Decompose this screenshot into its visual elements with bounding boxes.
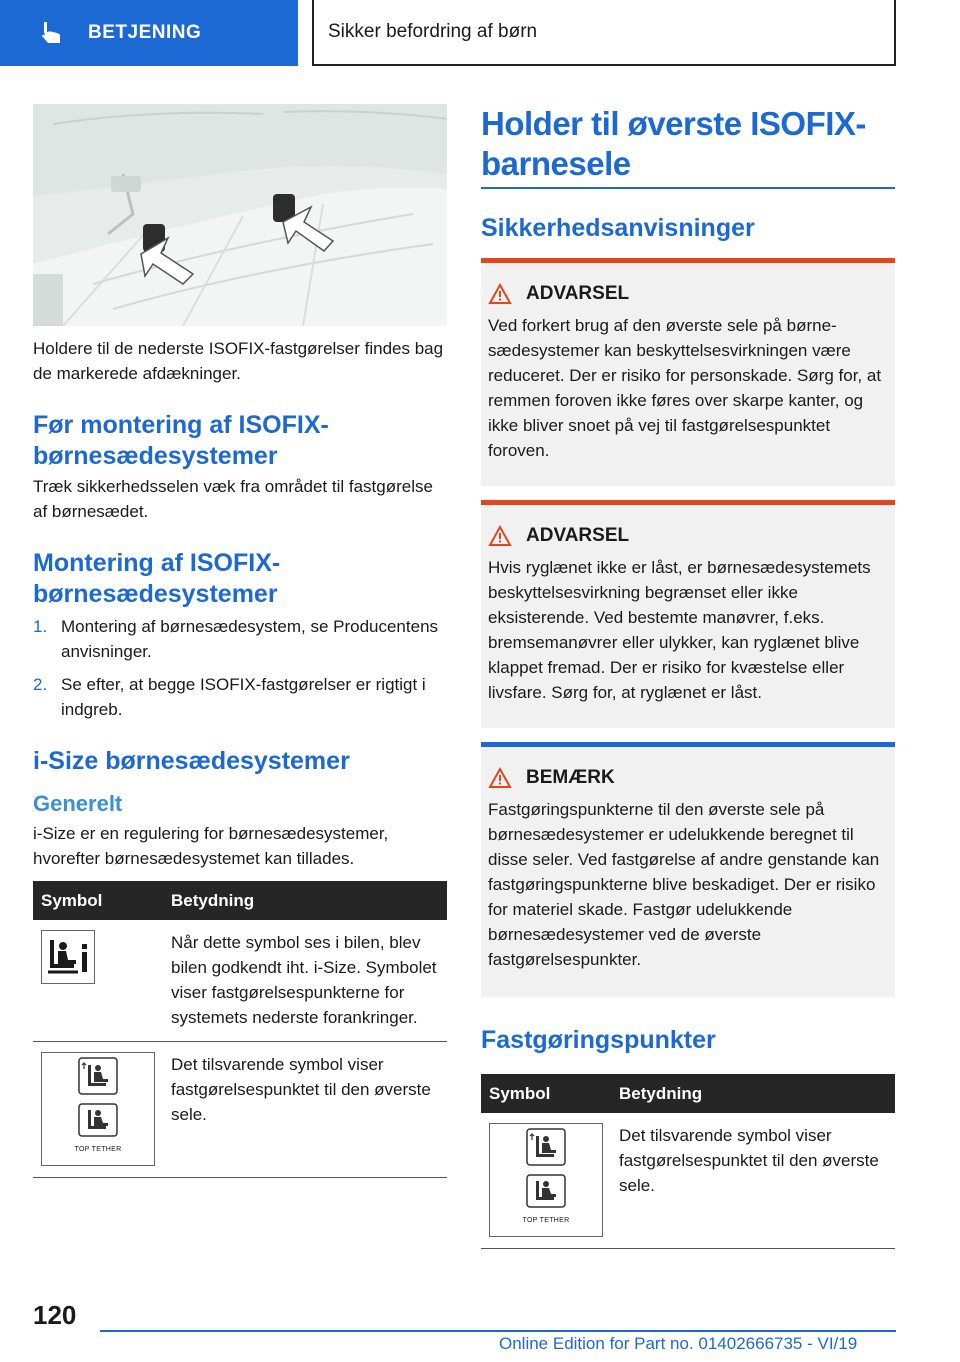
column-header-meaning: Betydning bbox=[163, 881, 447, 920]
safety-heading: Sikkerhedsanvisninger bbox=[481, 214, 755, 242]
isofix-seat-photo bbox=[33, 104, 447, 326]
table-row bbox=[33, 1042, 447, 1178]
column-header-symbol: Symbol bbox=[481, 1074, 611, 1113]
photo-caption: Holdere til de nederste ISOFIX-fastgørelser findes bag de markerede afdækninger. bbox=[33, 339, 444, 383]
edition-text: Online Edition for Part no. 01402666735 - VI/19 bbox=[499, 1334, 858, 1353]
table-row bbox=[481, 1113, 895, 1249]
warning-text: Hvis ryglænet ikke er låst, er børnesædesystemets beskyttelsesvirkning begrænset eller ikke eksisterende. Ved bestemte manøvrer, f.eks. bremsemanøvrer eller ulykker, kan ryglænet blive klappet fremad. Der er risiko for kvæstelse eller livsfare. Sørg for, at ryglænet er låst. bbox=[488, 558, 871, 702]
symbol-cell bbox=[33, 1042, 163, 1178]
warning-text: Ved forkert brug af den øverste sele på børnesædesystemer kan beskyttelsesvirkningen være reduceret. Der er risiko for personskade. Sørg for, at remmen foroven ikke føres over skarpe kanter, og ikke bliver snoet på vej til fastgørelsespunktet foroven. bbox=[488, 316, 882, 460]
page-number: 120 bbox=[33, 1300, 77, 1330]
right-column bbox=[481, 104, 895, 1249]
isize-heading: i-Size børnesædesystemer bbox=[33, 747, 350, 775]
mounting-steps bbox=[33, 614, 447, 722]
general-text: i-Size er en regulering for børnesædesystemer, hvorefter børnesædesystemet kan tillades. bbox=[33, 824, 389, 868]
section-label: BETJENING bbox=[88, 22, 202, 43]
mounting-heading: Montering af ISOFIX-børnesædesystemer bbox=[33, 549, 281, 608]
column-header-meaning: Betydning bbox=[611, 1074, 895, 1113]
warning-box bbox=[481, 500, 895, 728]
fastening-points-heading: Fastgøringspunkter bbox=[481, 1026, 716, 1054]
title-divider bbox=[481, 187, 895, 189]
notice-title: BEMÆRK bbox=[526, 767, 615, 788]
warning-heading bbox=[481, 263, 895, 305]
pointing-hand-icon bbox=[38, 19, 66, 47]
warning-heading bbox=[481, 505, 895, 547]
table-header-row bbox=[481, 1074, 895, 1113]
column-header-symbol: Symbol bbox=[33, 881, 163, 920]
chapter-title: Sikker befordring af børn bbox=[312, 0, 896, 66]
step-text: Montering af børnesædesystem, se Producentens anvisninger. bbox=[61, 617, 439, 661]
top-tether-icon bbox=[489, 1123, 603, 1237]
warning-triangle-icon bbox=[488, 525, 512, 547]
top-tether-label: TOP TETHER bbox=[522, 1216, 570, 1224]
top-tether-label: TOP TETHER bbox=[74, 1145, 122, 1153]
step-number: 2. bbox=[33, 675, 48, 694]
warning-title: ADVARSEL bbox=[526, 525, 630, 546]
child-seat-icon bbox=[526, 1128, 566, 1166]
list-item bbox=[33, 614, 447, 664]
page-header bbox=[0, 0, 960, 66]
top-tether-icon bbox=[41, 1052, 155, 1166]
before-mounting-heading: Før montering af ISOFIX-børnesædesystemer bbox=[33, 411, 329, 470]
warning-triangle-icon bbox=[488, 767, 512, 789]
table-row bbox=[33, 920, 447, 1042]
warning-triangle-icon bbox=[488, 283, 512, 305]
general-heading: Generelt bbox=[33, 791, 123, 816]
before-mounting-text: Træk sikkerhedsselen væk fra området til fastgørelse af børnesædet. bbox=[33, 477, 433, 521]
warning-title: ADVARSEL bbox=[526, 283, 630, 304]
list-item bbox=[33, 672, 447, 722]
warning-box bbox=[481, 258, 895, 486]
isize-child-seat-icon bbox=[41, 930, 95, 984]
footer-divider bbox=[100, 1330, 896, 1332]
child-seat-icon bbox=[78, 1103, 118, 1137]
meaning-cell: Når dette symbol ses i bilen, blev bilen godkendt iht. i-Size. Symbolet viser fastgørelsespunkterne for systemets nederste forankringer. bbox=[163, 920, 447, 1042]
child-seat-icon bbox=[78, 1057, 118, 1095]
symbol-cell bbox=[33, 920, 163, 1042]
child-seat-icon bbox=[526, 1174, 566, 1208]
table-header-row bbox=[33, 881, 447, 920]
symbol-cell bbox=[481, 1113, 611, 1249]
step-number: 1. bbox=[33, 617, 48, 636]
section-tab[interactable] bbox=[0, 0, 298, 66]
isize-symbol-table bbox=[33, 881, 447, 1178]
notice-box bbox=[481, 742, 895, 997]
page-title: Holder til øverste ISOFIX-barnesele bbox=[481, 105, 866, 182]
meaning-cell: Det tilsvarende symbol viser fastgørelsespunktet til den øverste sele. bbox=[611, 1113, 895, 1249]
fastening-symbol-table bbox=[481, 1074, 895, 1249]
meaning-cell: Det tilsvarende symbol viser fastgørelsespunktet til den øverste sele. bbox=[163, 1042, 447, 1178]
notice-text: Fastgøringspunkterne til den øverste sele på børnesædesystemer er udelukkende beregnet til disse seler. Ved fastgørelse af andre genstande kan fastgøringspunkterne blive beskadiget. Der er risiko for materiel skade. Fastgør udelukkende børnesædesystemer ved de øverste fastgørelsespunkter. bbox=[488, 800, 880, 969]
notice-heading bbox=[481, 747, 895, 789]
left-column bbox=[33, 104, 447, 1178]
step-text: Se efter, at begge ISOFIX-fastgørelser er rigtigt i indgreb. bbox=[61, 675, 426, 719]
